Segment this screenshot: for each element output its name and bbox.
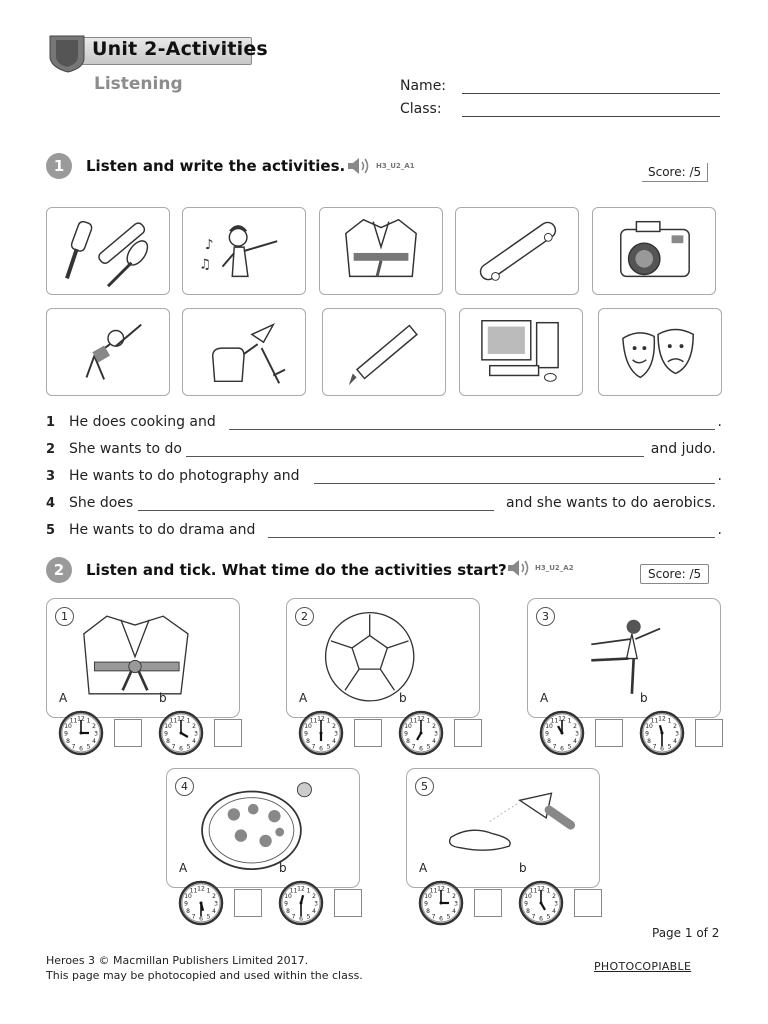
sentence-text: He wants to do photography and <box>69 468 300 484</box>
clock-b-icon <box>518 880 564 926</box>
clock-row-4 <box>178 880 372 930</box>
sentence-text: He does cooking and <box>69 414 216 430</box>
svg-text:9: 9 <box>524 900 528 908</box>
svg-text:7: 7 <box>291 913 296 921</box>
svg-text:3: 3 <box>675 730 679 738</box>
section-2-score: Score: /5 <box>640 564 709 584</box>
svg-text:4: 4 <box>192 738 196 745</box>
speaker-icon[interactable] <box>346 156 370 176</box>
option-b-label: b <box>399 691 407 705</box>
svg-text:4: 4 <box>452 908 456 915</box>
sentence-5 <box>46 522 722 538</box>
option-a-label: A <box>419 861 428 875</box>
answer-line-4[interactable] <box>138 510 494 511</box>
clock-b-icon <box>639 710 685 756</box>
sentence-number: 2 <box>46 442 56 457</box>
svg-text:12: 12 <box>177 715 185 723</box>
svg-text:4: 4 <box>552 908 556 915</box>
card-number: 2 <box>295 607 314 626</box>
svg-text:8: 8 <box>426 908 430 915</box>
activity-card-1 <box>46 598 240 718</box>
svg-text:11: 11 <box>189 887 198 895</box>
svg-text:11: 11 <box>169 717 178 725</box>
svg-text:8: 8 <box>186 908 190 915</box>
copyright <box>46 953 363 983</box>
svg-text:6: 6 <box>199 915 203 923</box>
audio-code: H3_U2_A1 <box>376 162 415 170</box>
svg-text:12: 12 <box>558 715 566 723</box>
svg-text:10: 10 <box>424 893 432 900</box>
svg-text:3: 3 <box>194 730 198 738</box>
answer-line-3[interactable] <box>314 483 715 484</box>
svg-text:4: 4 <box>92 738 96 745</box>
option-a-label: A <box>59 691 68 705</box>
svg-text:7: 7 <box>171 743 176 751</box>
svg-text:3: 3 <box>454 900 458 908</box>
svg-text:5: 5 <box>86 743 91 751</box>
svg-text:1: 1 <box>446 887 451 895</box>
activity-card-4 <box>166 768 360 888</box>
aerobics-boy-icon <box>47 309 169 395</box>
svg-text:2: 2 <box>92 723 96 730</box>
name-field[interactable] <box>462 93 720 94</box>
option-b-label: b <box>519 861 527 875</box>
answer-line-2[interactable] <box>186 456 644 457</box>
svg-text:10: 10 <box>545 723 553 730</box>
svg-text:12: 12 <box>297 885 305 893</box>
option-b-label: b <box>279 861 287 875</box>
clock-a-icon <box>298 710 344 756</box>
sentence-end: . <box>717 468 722 484</box>
svg-text:8: 8 <box>166 738 170 745</box>
sentence-3 <box>46 468 722 484</box>
option-a-label: A <box>540 691 549 705</box>
svg-text:9: 9 <box>545 730 549 738</box>
name-label: Name: <box>400 78 447 94</box>
picture-dancing <box>182 207 306 295</box>
svg-text:2: 2 <box>552 893 556 900</box>
sentence-number: 3 <box>46 469 56 484</box>
svg-text:1: 1 <box>86 717 91 725</box>
tick-box-b[interactable] <box>454 719 482 747</box>
svg-text:11: 11 <box>529 887 538 895</box>
svg-text:12: 12 <box>537 885 545 893</box>
sentence-text: He wants to do drama and <box>69 522 256 538</box>
clock-row-5 <box>418 880 612 930</box>
svg-text:8: 8 <box>306 738 310 745</box>
unit-title: Unit 2-Activities <box>92 38 268 60</box>
svg-text:1: 1 <box>206 887 211 895</box>
camera-icon <box>593 208 715 294</box>
svg-text:5: 5 <box>426 743 431 751</box>
card-number: 4 <box>175 777 194 796</box>
svg-text:12: 12 <box>197 885 205 893</box>
tick-box-b[interactable] <box>334 889 362 917</box>
page-number: Page 1 of 2 <box>652 926 720 940</box>
sentence-4 <box>46 495 722 511</box>
svg-text:♫: ♫ <box>199 256 212 273</box>
svg-text:2: 2 <box>673 723 677 730</box>
svg-text:11: 11 <box>309 717 318 725</box>
svg-text:10: 10 <box>64 723 72 730</box>
svg-text:11: 11 <box>650 717 659 725</box>
computer-icon <box>460 309 582 395</box>
ballet-dancer-icon <box>556 603 706 707</box>
picture-gardening <box>182 308 306 396</box>
clock-b-icon <box>278 880 324 926</box>
svg-text:3: 3 <box>314 900 318 908</box>
answer-line-5[interactable] <box>268 537 715 538</box>
svg-text:3: 3 <box>554 900 558 908</box>
sentence-end: and judo. <box>650 441 716 457</box>
clock-row-3 <box>539 710 733 760</box>
picture-computer <box>459 308 583 396</box>
gardening-tools-icon <box>183 309 305 395</box>
svg-text:10: 10 <box>184 893 192 900</box>
svg-text:4: 4 <box>573 738 577 745</box>
clock-b-icon <box>398 710 444 756</box>
svg-text:4: 4 <box>212 908 216 915</box>
svg-text:10: 10 <box>404 723 412 730</box>
section-1-number: 1 <box>46 153 72 179</box>
svg-text:2: 2 <box>192 723 196 730</box>
tick-box-a[interactable] <box>114 719 142 747</box>
sentence-end: . <box>717 522 722 538</box>
svg-text:7: 7 <box>652 743 657 751</box>
football-icon <box>315 603 465 707</box>
svg-text:2: 2 <box>452 893 456 900</box>
svg-text:7: 7 <box>431 913 436 921</box>
picture-camera <box>592 207 716 295</box>
svg-text:5: 5 <box>206 913 211 921</box>
sentence-number: 4 <box>46 496 56 511</box>
svg-text:12: 12 <box>77 715 85 723</box>
svg-text:2: 2 <box>432 723 436 730</box>
svg-text:8: 8 <box>406 738 410 745</box>
svg-text:6: 6 <box>539 915 543 923</box>
svg-text:11: 11 <box>289 887 298 895</box>
svg-text:10: 10 <box>524 893 532 900</box>
svg-text:11: 11 <box>409 717 418 725</box>
svg-text:5: 5 <box>326 743 331 751</box>
clock-a-icon <box>178 880 224 926</box>
svg-text:6: 6 <box>79 745 83 753</box>
svg-text:9: 9 <box>164 730 168 738</box>
picture-skateboard <box>455 207 579 295</box>
skateboard-icon <box>456 208 578 294</box>
svg-text:7: 7 <box>411 743 416 751</box>
clock-a-icon <box>418 880 464 926</box>
svg-text:6: 6 <box>439 915 443 923</box>
svg-text:5: 5 <box>567 743 572 751</box>
svg-text:5: 5 <box>667 743 672 751</box>
copyright-line-2: This page may be photocopied and used within the class. <box>46 969 363 982</box>
svg-text:6: 6 <box>299 915 303 923</box>
svg-text:12: 12 <box>437 885 445 893</box>
sentence-text: She wants to do <box>69 441 182 457</box>
svg-text:10: 10 <box>284 893 292 900</box>
svg-text:12: 12 <box>417 715 425 723</box>
svg-text:4: 4 <box>432 738 436 745</box>
garden-trowel-icon <box>435 773 585 877</box>
clock-a-icon <box>58 710 104 756</box>
tick-box-b[interactable] <box>214 719 242 747</box>
svg-text:1: 1 <box>567 717 572 725</box>
svg-text:3: 3 <box>575 730 579 738</box>
sentence-1 <box>46 414 722 430</box>
tick-box-a[interactable] <box>595 719 623 747</box>
svg-text:8: 8 <box>526 908 530 915</box>
svg-text:6: 6 <box>560 745 564 753</box>
svg-text:5: 5 <box>186 743 191 751</box>
sentence-end: and she wants to do aerobics. <box>506 495 716 511</box>
svg-text:7: 7 <box>552 743 557 751</box>
svg-text:1: 1 <box>186 717 191 725</box>
svg-text:10: 10 <box>164 723 172 730</box>
svg-text:12: 12 <box>658 715 666 723</box>
svg-text:9: 9 <box>184 900 188 908</box>
clock-row-2 <box>298 710 492 760</box>
tick-box-a[interactable] <box>474 889 502 917</box>
card-number: 5 <box>415 777 434 796</box>
svg-text:6: 6 <box>660 745 664 753</box>
judo-jacket-icon <box>75 603 225 707</box>
sentence-number: 1 <box>46 415 56 430</box>
speaker-icon[interactable] <box>506 558 530 578</box>
drama-masks-icon <box>599 309 721 395</box>
audio-code: H3_U2_A2 <box>535 564 574 572</box>
section-2-title: Listen and tick. What time do the activities start? <box>86 561 507 579</box>
svg-text:7: 7 <box>311 743 316 751</box>
svg-text:9: 9 <box>64 730 68 738</box>
svg-text:9: 9 <box>284 900 288 908</box>
svg-text:2: 2 <box>332 723 336 730</box>
sentence-number: 5 <box>46 523 56 538</box>
tick-box-a[interactable] <box>354 719 382 747</box>
dancing-girl-icon <box>183 208 305 294</box>
activity-card-3 <box>527 598 721 718</box>
svg-text:11: 11 <box>429 887 438 895</box>
tick-box-b[interactable] <box>695 719 723 747</box>
section-1-title: Listen and write the activities. <box>86 157 346 175</box>
svg-text:8: 8 <box>547 738 551 745</box>
pencil-icon <box>323 309 445 395</box>
copyright-line-1: Heroes 3 © Macmillan Publishers Limited 2017. <box>46 954 309 967</box>
sentence-text: She does <box>69 495 134 511</box>
svg-text:2: 2 <box>212 893 216 900</box>
sentence-2 <box>46 441 722 457</box>
svg-text:10: 10 <box>645 723 653 730</box>
svg-text:2: 2 <box>573 723 577 730</box>
option-b-label: b <box>640 691 648 705</box>
svg-text:5: 5 <box>546 913 551 921</box>
section-1-score: Score: /5 <box>642 163 708 182</box>
picture-judo <box>319 207 443 295</box>
svg-text:9: 9 <box>404 730 408 738</box>
svg-text:8: 8 <box>66 738 70 745</box>
clock-b-icon <box>158 710 204 756</box>
svg-text:♪: ♪ <box>204 237 214 254</box>
svg-text:1: 1 <box>326 717 331 725</box>
page-subtitle: Listening <box>94 74 183 94</box>
svg-text:3: 3 <box>94 730 98 738</box>
picture-drama <box>598 308 722 396</box>
svg-text:11: 11 <box>550 717 559 725</box>
picture-aerobics <box>46 308 170 396</box>
svg-text:7: 7 <box>71 743 76 751</box>
svg-text:6: 6 <box>319 745 323 753</box>
photocopiable-label: PHOTOCOPIABLE <box>594 960 692 973</box>
svg-text:4: 4 <box>312 908 316 915</box>
svg-text:5: 5 <box>446 913 451 921</box>
svg-text:4: 4 <box>332 738 336 745</box>
class-field[interactable] <box>462 116 720 117</box>
clock-row-1 <box>58 710 252 760</box>
answer-line-1[interactable] <box>229 429 715 430</box>
svg-text:12: 12 <box>317 715 325 723</box>
svg-text:7: 7 <box>191 913 196 921</box>
svg-text:6: 6 <box>179 745 183 753</box>
svg-text:8: 8 <box>647 738 651 745</box>
svg-text:2: 2 <box>312 893 316 900</box>
svg-text:3: 3 <box>334 730 338 738</box>
svg-text:6: 6 <box>419 745 423 753</box>
svg-text:3: 3 <box>434 730 438 738</box>
svg-text:1: 1 <box>426 717 431 725</box>
svg-text:9: 9 <box>304 730 308 738</box>
pizza-icon <box>195 773 345 877</box>
option-a-label: A <box>179 861 188 875</box>
svg-text:9: 9 <box>424 900 428 908</box>
cooking-utensils-icon <box>47 208 169 294</box>
shield-icon <box>48 34 90 74</box>
activity-card-2 <box>286 598 480 718</box>
picture-pencil <box>322 308 446 396</box>
picture-cooking <box>46 207 170 295</box>
svg-text:10: 10 <box>304 723 312 730</box>
svg-text:8: 8 <box>286 908 290 915</box>
tick-box-b[interactable] <box>574 889 602 917</box>
svg-text:1: 1 <box>546 887 551 895</box>
section-2-number: 2 <box>46 557 72 583</box>
svg-text:1: 1 <box>306 887 311 895</box>
svg-text:4: 4 <box>673 738 677 745</box>
option-a-label: A <box>299 691 308 705</box>
class-label: Class: <box>400 101 442 117</box>
svg-text:1: 1 <box>667 717 672 725</box>
sentence-end: . <box>717 414 722 430</box>
svg-text:7: 7 <box>531 913 536 921</box>
svg-text:3: 3 <box>214 900 218 908</box>
judo-jacket-icon <box>320 208 442 294</box>
card-number: 1 <box>55 607 74 626</box>
card-number: 3 <box>536 607 555 626</box>
option-b-label: b <box>159 691 167 705</box>
svg-text:11: 11 <box>69 717 78 725</box>
clock-a-icon <box>539 710 585 756</box>
tick-box-a[interactable] <box>234 889 262 917</box>
svg-text:5: 5 <box>306 913 311 921</box>
svg-text:9: 9 <box>645 730 649 738</box>
activity-card-5 <box>406 768 600 888</box>
